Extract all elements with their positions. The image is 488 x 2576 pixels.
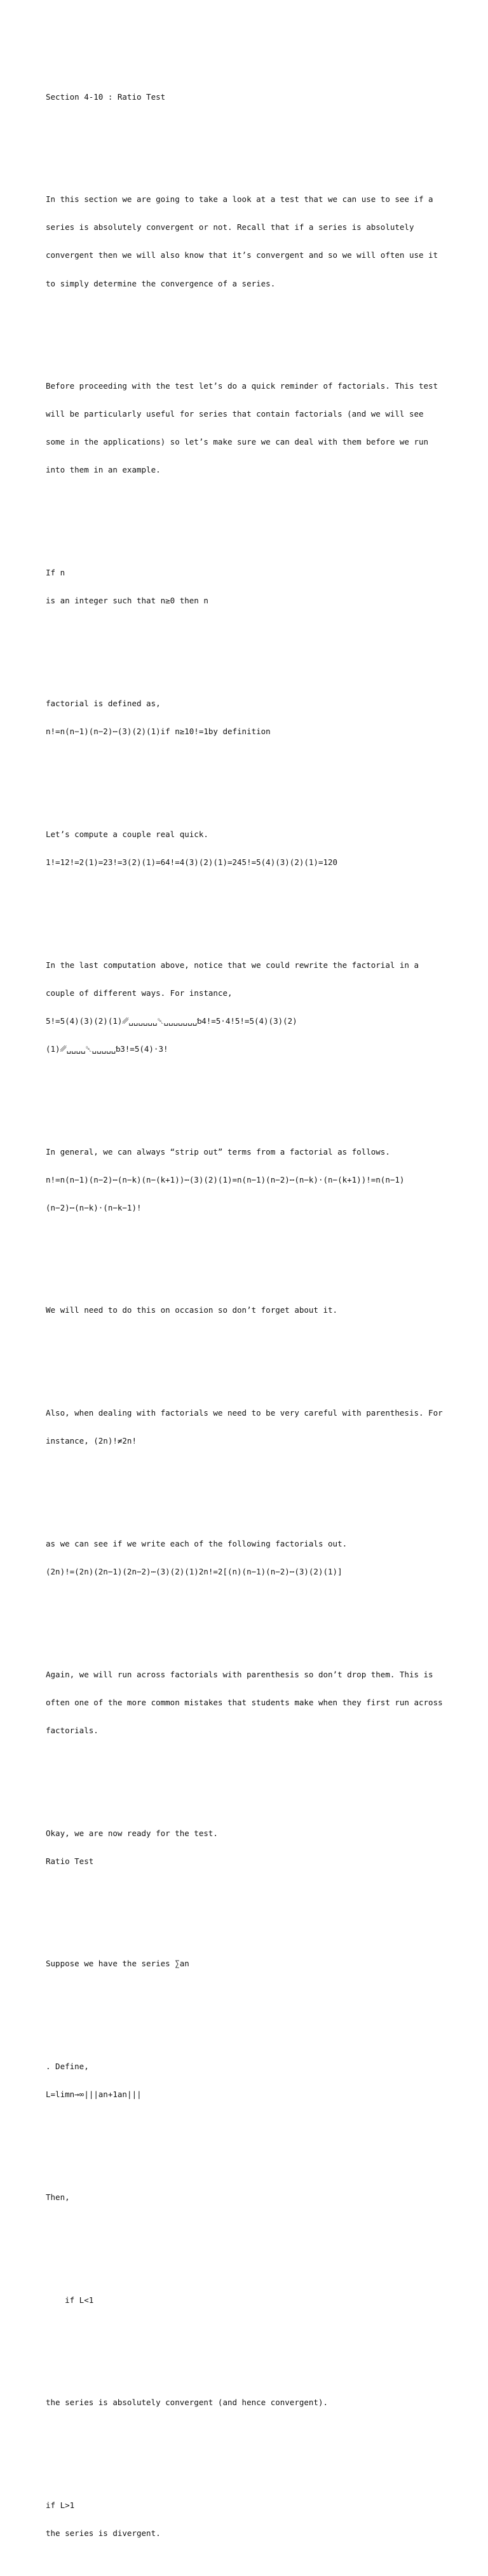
- text-line: Before proceeding with the test let’s do a quick reminder of factorials. This test: [46, 381, 438, 391]
- paragraph-gap: [46, 774, 452, 784]
- math-line: (2n)!=(2n)(2n−1)(2n−2)⋯(3)(2)(1)2n!=2[(n)(n−1)(n−2)⋯(3)(2)(1)]: [46, 1567, 342, 1577]
- paragraph-gap: [46, 1353, 452, 1362]
- math-line: 1!=12!=2(1)=23!=3(2)(1)=64!=4(3)(2)(1)=245!=5(4)(3)(2)(1)=120: [46, 857, 338, 867]
- paragraph-gap: [46, 1614, 452, 1624]
- text-line: often one of the more common mistakes that students make when they first run across: [46, 1697, 443, 1707]
- factorials-written-out: [46, 1521, 452, 1596]
- paragraph-gap: [46, 1091, 452, 1101]
- text-line: Section 4-10 : Ratio Test: [46, 91, 166, 102]
- math-line: n!=n(n−1)(n−2)⋯(3)(2)(1)if n≥10!=1by definition: [46, 727, 271, 737]
- paragraph-gap: [46, 2137, 452, 2147]
- factorial-reminder-paragraph: [46, 363, 452, 494]
- math-line: 5!=5(4)(3)(2)(1)␥␣␣␣␣␣␣␡␣␣␣␣␣␣␣␢4!=5⋅4!5!=5(4)(3)(2): [46, 1016, 297, 1026]
- text-line: the series is absolutely convergent (and hence convergent).: [46, 2398, 329, 2408]
- text-line: Okay, we are now ready for the test.: [46, 1828, 218, 1838]
- text-line: factorial is defined as,: [46, 698, 161, 708]
- section-heading: [46, 74, 452, 121]
- convergent-conclusion: [46, 2380, 452, 2427]
- text-line: instance, (2n)!≠2n!: [46, 1436, 137, 1446]
- factorial-examples: [46, 811, 452, 886]
- paragraph-gap: [46, 904, 452, 914]
- ratio-test-heading: Ratio Test: [46, 1856, 94, 1866]
- paragraph-gap: [46, 1250, 452, 1259]
- text-line: as we can see if we write each of the following factorials out.: [46, 1538, 348, 1548]
- paragraph-gap: [46, 1773, 452, 1782]
- paragraph-gap: [46, 643, 452, 653]
- paragraph-gap: [46, 513, 452, 522]
- text-line: will be particularly useful for series that contain factorials (and we will see: [46, 409, 424, 419]
- case-less-than-one: [46, 2277, 452, 2324]
- paragraph-gap: [46, 1484, 452, 1493]
- text-line: if L<1: [46, 2295, 94, 2305]
- text-line: Also, when dealing with factorials we need to be very careful with parenthesis. For: [46, 1408, 443, 1418]
- common-mistakes-paragraph: [46, 1651, 452, 1754]
- paragraph-gap: [46, 2342, 452, 2352]
- paragraph-gap: [46, 1903, 452, 1913]
- paragraph-gap: [46, 326, 452, 335]
- factorial-definition: [46, 681, 452, 756]
- text-line: the series is divergent.: [46, 2528, 161, 2539]
- paragraph-gap: [46, 2445, 452, 2455]
- text-line: Suppose we have the series ∑an: [46, 1959, 189, 1969]
- text-line: couple of different ways. For instance,: [46, 988, 233, 998]
- text-line: In this section we are going to take a look at a test that we can use to see if a: [46, 194, 433, 205]
- document-page: [46, 46, 452, 2576]
- case-greater-than-one: [46, 2483, 452, 2558]
- text-line: Again, we will run across factorials with parenthesis so don’t drop them. This is: [46, 1669, 433, 1679]
- paragraph-gap: [46, 2239, 452, 2249]
- parenthesis-caution-paragraph: [46, 1390, 452, 1465]
- strip-out-paragraph: [46, 1129, 452, 1231]
- text-line: into them in an example.: [46, 465, 161, 475]
- occasion-note: [46, 1287, 452, 1334]
- integer-condition-paragraph: [46, 550, 452, 625]
- text-line: series is absolutely convergent or not. Recall that if a series is absolutely: [46, 222, 414, 232]
- text-line: Let’s compute a couple real quick.: [46, 829, 208, 839]
- paragraph-gap: [46, 139, 452, 149]
- math-line: L=limn→∞∣∣∣an+1an∣∣∣: [46, 2090, 142, 2100]
- text-line: to simply determine the convergence of a series.: [46, 278, 276, 288]
- ratio-test-intro: [46, 1810, 452, 1885]
- text-line: If n: [46, 568, 65, 578]
- text-line: In the last computation above, notice that we could rewrite the factorial in a: [46, 960, 419, 970]
- limit-definition: [46, 2044, 452, 2119]
- rewrite-factorial-paragraph: [46, 942, 452, 1073]
- text-line: some in the applications) so let’s make sure we can deal with them before we run: [46, 437, 429, 447]
- then-line: [46, 2175, 452, 2222]
- text-line: In general, we can always “strip out” terms from a factorial as follows.: [46, 1146, 390, 1157]
- text-line: We will need to do this on occasion so don’t forget about it.: [46, 1305, 338, 1315]
- paragraph-gap: [46, 2006, 452, 2016]
- text-line: if L>1: [46, 2500, 75, 2511]
- text-line: is an integer such that n≥0 then n: [46, 596, 208, 606]
- series-supposition: [46, 1941, 452, 1988]
- intro-paragraph: [46, 177, 452, 307]
- math-line: n!=n(n−1)(n−2)⋯(n−k)(n−(k+1))⋯(3)(2)(1)=n(n−1)(n−2)⋯(n−k)⋅(n−(k+1))!=n(n−1): [46, 1174, 405, 1184]
- text-line: . Define,: [46, 2062, 89, 2072]
- math-line: (n−2)⋯(n−k)⋅(n−k−1)!: [46, 1202, 142, 1212]
- math-line: (1)␥␣␣␣␣␡␣␣␣␣␣␢3!=5(4)⋅3!: [46, 1043, 168, 1054]
- text-line: Then,: [46, 2192, 70, 2202]
- text-line: factorials.: [46, 1725, 98, 1735]
- text-line: convergent then we will also know that it’s convergent and so we will often use it: [46, 250, 438, 260]
